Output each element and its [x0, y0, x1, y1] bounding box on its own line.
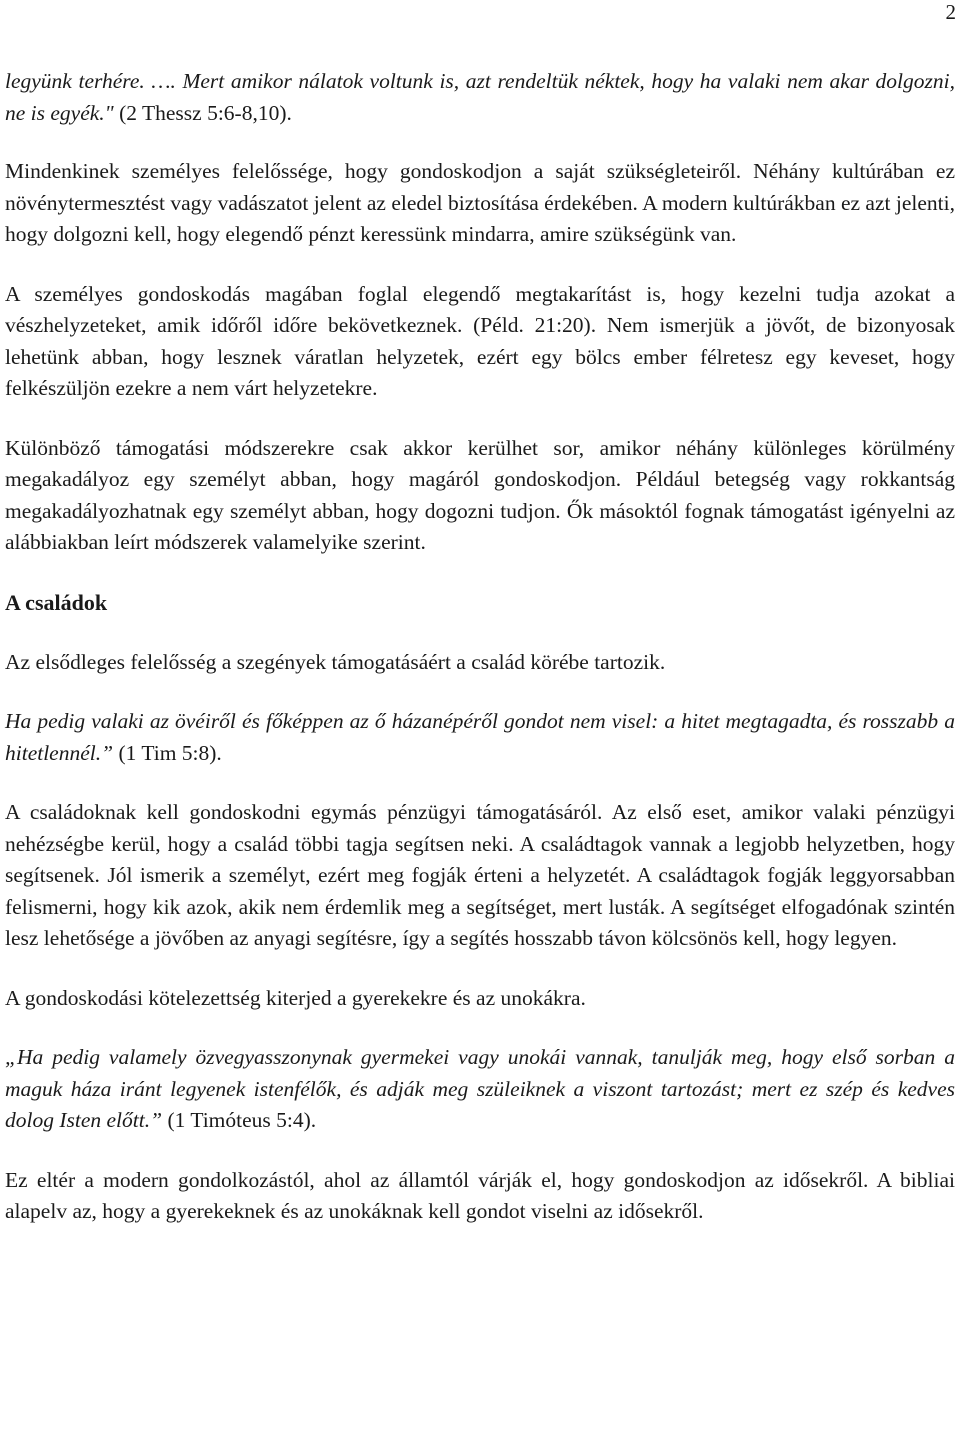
quote-text: legyünk terhére. …. Mert amikor nálatok voltunk is, azt rendeltük néktek, hogy ha valaki nem akar dolgozni, ne is egyék.": [5, 69, 955, 125]
paragraph-modern-thinking: Ez eltér a modern gondolkozástól, ahol az államtól várják el, hogy gondoskodjon az idősekről. A bibliai alapelv az, hogy a gyerekeknek és az unokáknak kell gondot viselni az idősekről.: [5, 1167, 955, 1223]
paragraph-personal-responsibility: Mindenkinek személyes felelőssége, hogy gondoskodjon a saját szükségleteiről. Néhány kultúrában ez növénytermesztést vagy vadászatot jelent az eledel biztosítása érdekében. A modern kultúrákban ez azt jelenti, hogy dolgozni kell, hogy elegendő pénzt keressünk mindarra, amire szükségünk van.: [5, 159, 955, 246]
quote-reference: (1 Tim 5:8).: [113, 740, 222, 765]
paragraph-quote-timothy-1: [5, 706, 955, 769]
section-heading: A családok: [5, 589, 108, 615]
paragraph-primary-responsibility: Az elsődleges felelősség a szegények támogatásáért a család körébe tartozik.: [5, 649, 666, 674]
paragraph-quote-timothy-2: [5, 1042, 955, 1137]
paragraph-quote-thessalonians: [5, 66, 955, 129]
paragraph-care-obligation: A gondoskodási kötelezettség kiterjed a gyerekekre és az unokákra.: [5, 985, 586, 1010]
quote-reference: (2 Thessz 5:6-8,10).: [113, 100, 292, 125]
quote-text: Ha pedig valaki az övéiről és főképpen az ő házanépéről gondot nem visel: a hitet megtagadta, és rosszabb a hitetlennél.”: [5, 709, 955, 765]
paragraph-savings: A személyes gondoskodás magában foglal elegendő megtakarítást is, hogy kezelni tudja azokat a vészhelyzeteket, amik időről időre bekövetkeznek. (Péld. 21:20). Nem ismerjük a jövőt, de bizonyosak lehetünk abban, hogy lesznek váratlan helyzetek, ezért egy bölcs ember félretesz egy keveset, hogy felkészüljön ezekre a nem várt helyzetekre.: [5, 281, 955, 400]
paragraph-support-methods: Különböző támogatási módszerekre csak akkor kerülhet sor, amikor néhány különleges körülmény megakadályoz egy személyt abban, hogy magáról gondoskodjon. Például betegség vagy rokkantság megakadályozhatnak egy személyt abban, hogy dogozni tudjon. Ők másoktól fognak támogatást igényelni az alábbiakban leírt módszerek valamelyike szerint.: [5, 435, 955, 554]
page-number: 2: [945, 0, 956, 24]
quote-reference: (1 Timóteus 5:4).: [162, 1108, 317, 1132]
document-body: [5, 66, 955, 1256]
quote-text: „Ha pedig valamely özvegyasszonynak gyermekei vagy unokái vannak, tanulják meg, hogy első sorban a maguk háza iránt legyenek istenfélők, és adják meg szüleiknek a viszont tartozást; mert ez szép és kedves dolog Isten előtt.”: [5, 1045, 955, 1132]
paragraph-family-support: A családoknak kell gondoskodni egymás pénzügyi támogatásáról. Az első eset, amikor valaki pénzügyi nehézségbe kerül, hogy a család többi tagja segítsen neki. A családtagok vannak a legjobb helyzetben, hogy segítsenek. Jól ismerik a személyt, ezért meg fogják érteni a helyzetét. A családtagok fogják leggyorsabban felismerni, hogy kik azok, akik nem érdemlik meg a segítséget, mert lusták. A segítséget elfogadónak szintén lesz lehetősége a jövőben az anyagi segítésre, így a segítés hosszabb távon kölcsönös kell, hogy legyen.: [5, 800, 955, 950]
